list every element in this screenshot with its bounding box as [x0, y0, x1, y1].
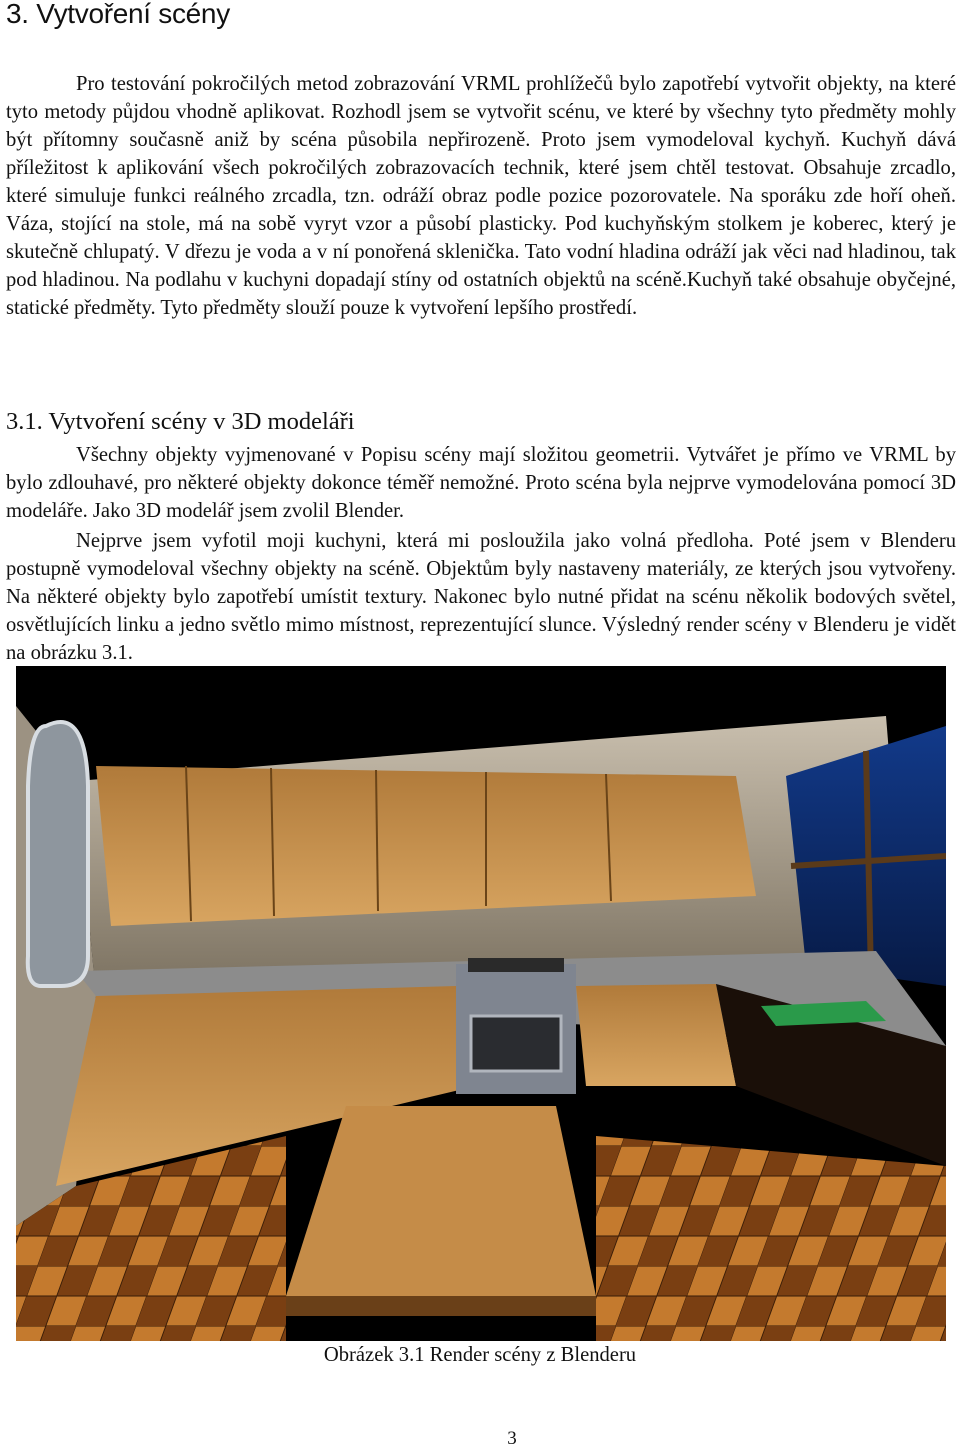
section-paragraph-1: Všechny objekty vyjmenované v Popisu scény mají složitou geometrii. Vytvářet je přímo ve VRML by bylo zdlouhavé, pro některé objekty dokonce téměř nemožné. Proto scéna byla nejprve vymodelována pomocí 3D modeláře. Jako 3D modelář jsem zvolil Blender. [6, 444, 956, 522]
section-heading: 3.1. Vytvoření scény v 3D modeláři [6, 408, 355, 435]
page-number: 3 [507, 1428, 517, 1449]
figure-caption: Obrázek 3.1 Render scény z Blenderu [323, 1344, 637, 1366]
kitchen-render-image [16, 666, 946, 1341]
intro-paragraph: Pro testování pokročilých metod zobrazování VRML prohlížečů bylo zapotřebí vytvořit objekty, na které tyto metody půjdou vhodně aplikovat. Rozhodl jsem se vytvořit scénu, ve které by všechny tyto předměty mohly být přítomny současně aniž by scéna působila nepřirozeně. Proto jsem vymodeloval kychyň. Kuchyň dává příležitost k aplikování všech pokročilých zobrazovacích technik, které jsem chtěl testovat. Obsahuje zrcadlo, které simuluje funkci reálného zrcadla, tzn. odráží obraz podle pozice pozorovatele. Na sporáku zde hoří oheň. Váza, stojící na stole, má na sobě vyryt vzor a působí plasticky. Pod kuchyňským stolkem je koberec, který je skutečně chlupatý. V dřezu je voda a v ní ponořená sklenička. Tato vodní hladina odráží jak věci nad hladinou, tak pod hladinou. Na podlahu v kuchyni dopadají stíny od ostatních objektů na scéně.Kuchyň také obsahuje obyčejné, statické předměty. Tyto předměty slouží pouze k vytvoření lepšího prostředí. [6, 73, 956, 319]
chapter-heading: 3. Vytvoření scény [6, 0, 230, 29]
section-paragraph-2: Nejprve jsem vyfotil moji kuchyni, která mi posloužila jako volná předloha. Poté jsem v Blenderu postupně vymodeloval všechny objekty na scéně. Objektům byly nastaveny materiály, ze kterých jsou vytvořeny. Na některé objekty bylo zapotřebí umístit textury. Nakonec bylo nutné přidat na scénu několik bodových světel, osvětlujících linku a jedno světlo mimo místnost, reprezentující slunce. Výsledný render scény v Blenderu je vidět na obrázku 3.1. [6, 530, 956, 664]
